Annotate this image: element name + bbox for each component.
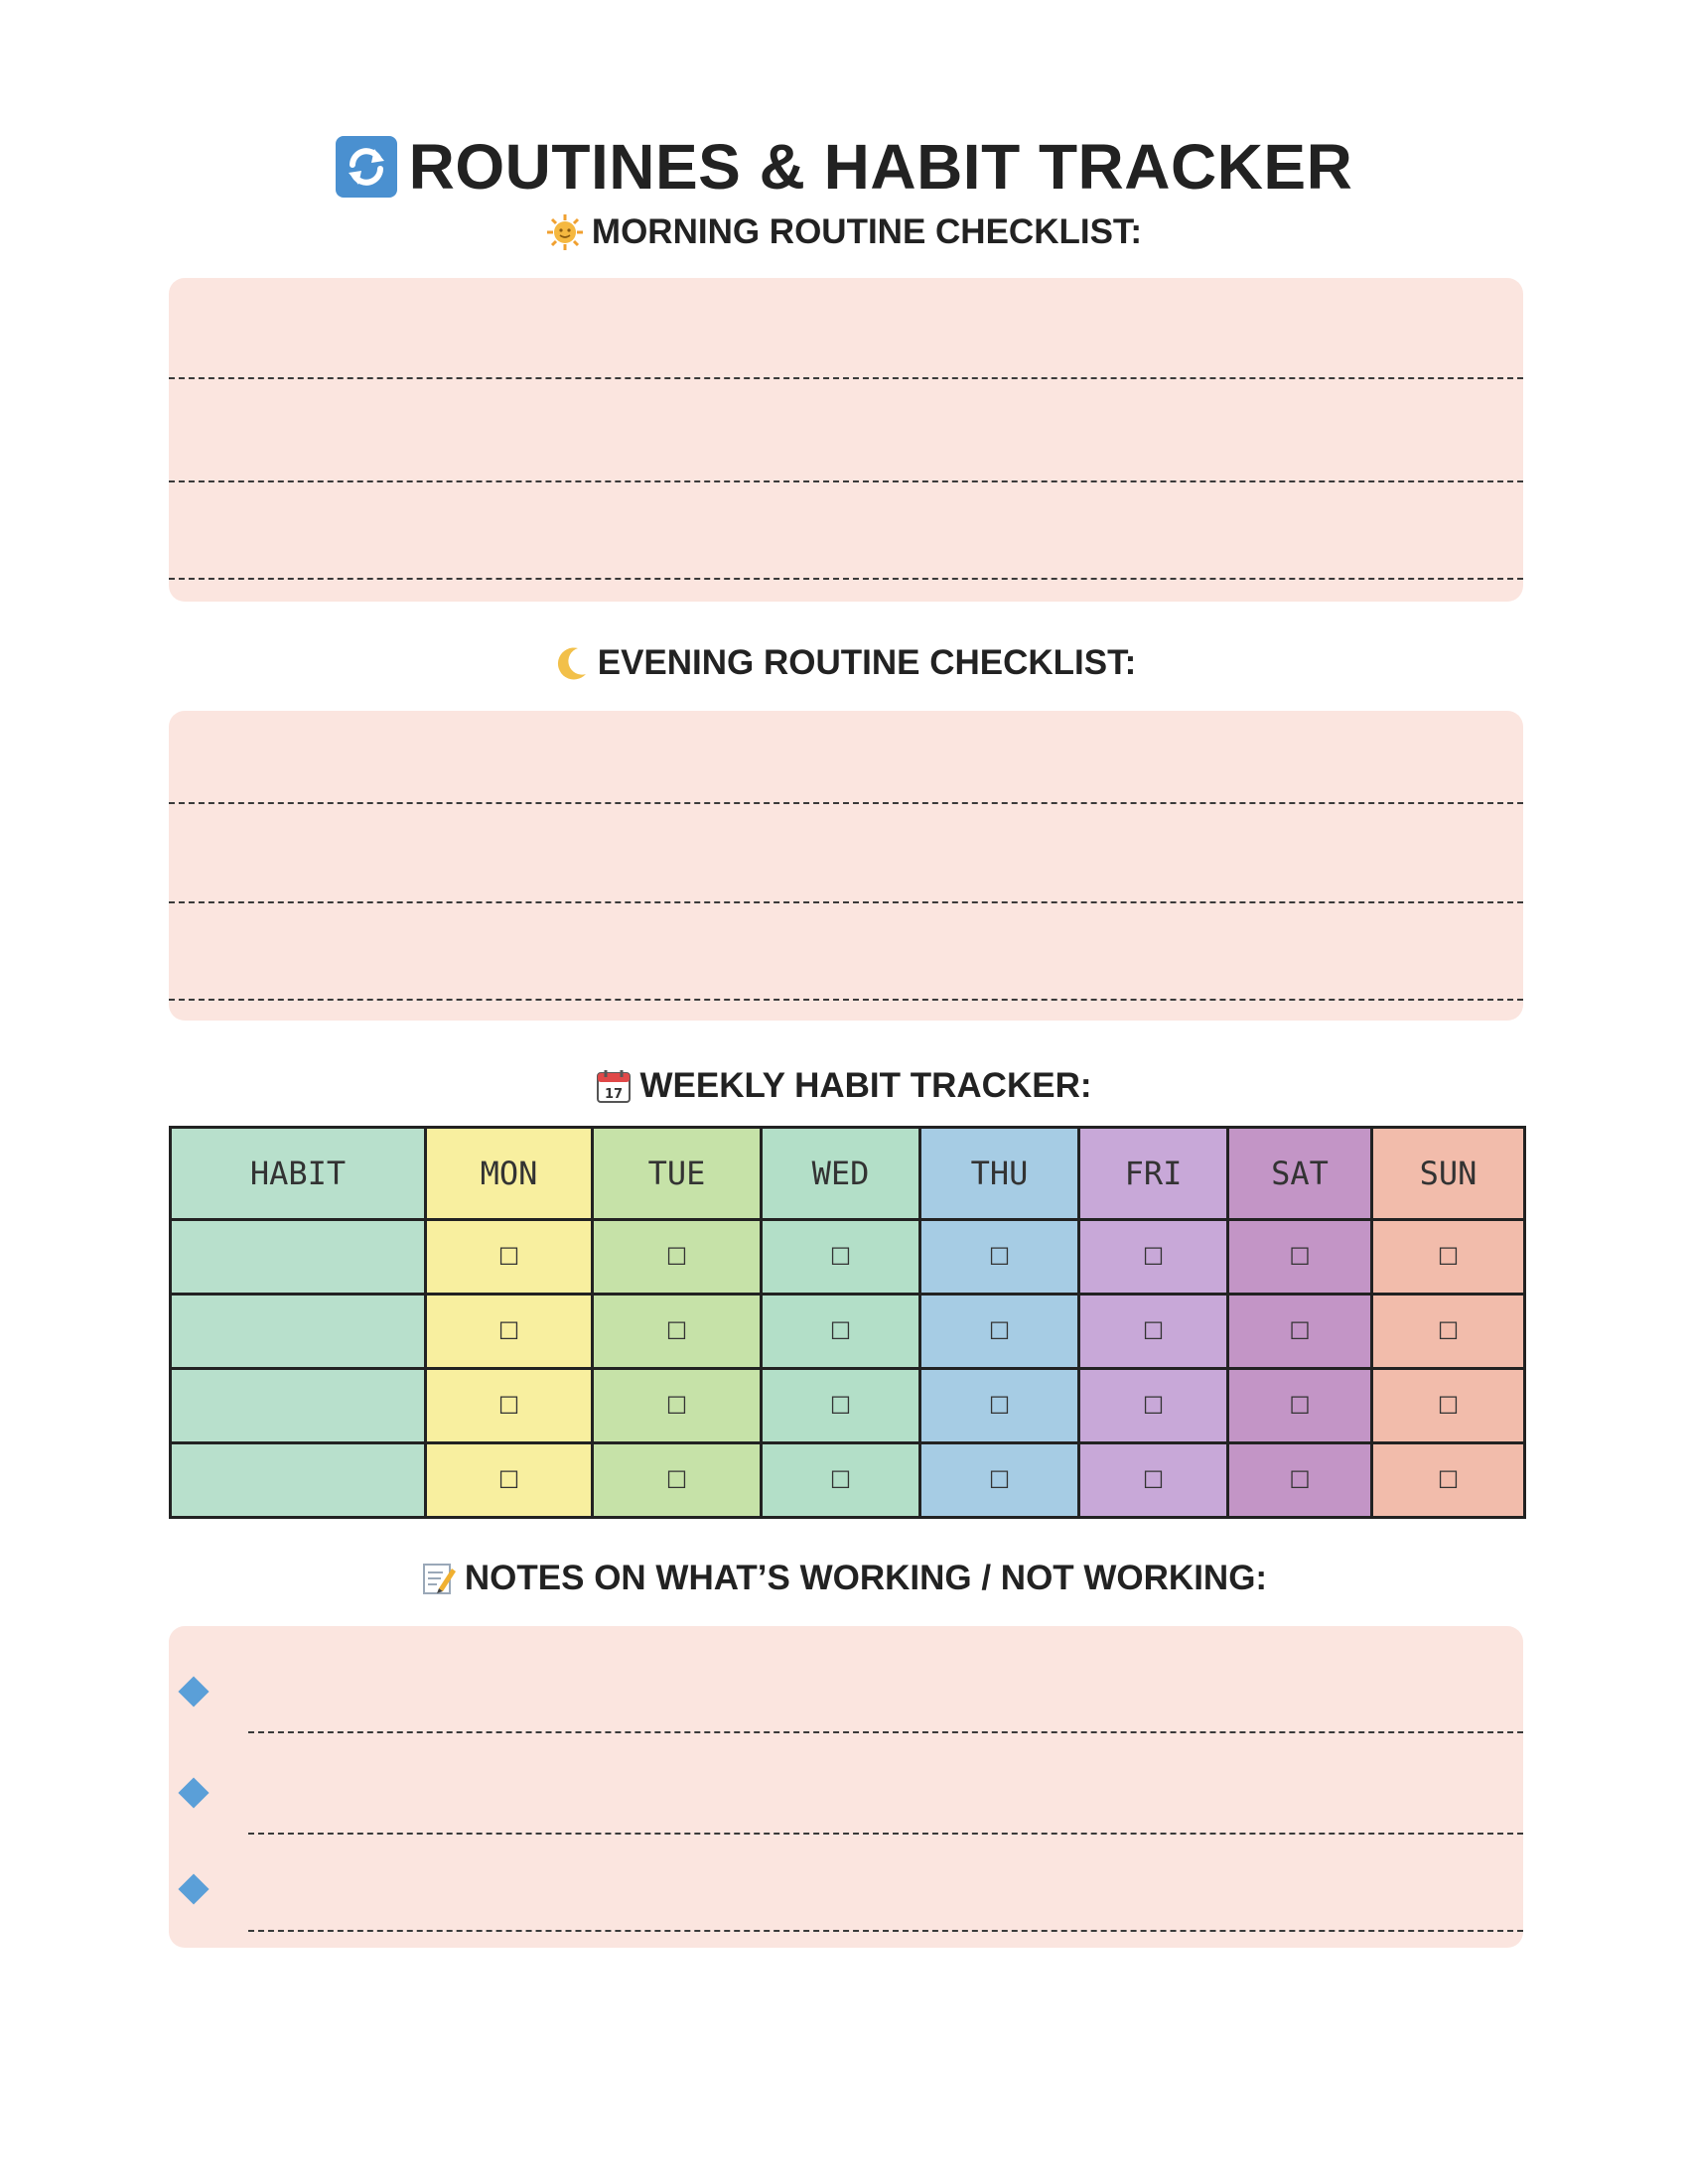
morning-heading-label: MORNING ROUTINE CHECKLIST:	[591, 212, 1143, 251]
checkbox-cell-wed[interactable]: ☐	[762, 1220, 920, 1295]
checkbox-cell-wed[interactable]: ☐	[762, 1295, 920, 1369]
checkbox-cell-tue[interactable]: ☐	[593, 1443, 762, 1518]
table-row	[171, 1220, 1525, 1295]
checkbox-cell-sat[interactable]: ☐	[1228, 1295, 1372, 1369]
header-sun: SUN	[1372, 1128, 1525, 1220]
habit-name-cell[interactable]	[171, 1369, 426, 1443]
header-mon: MON	[426, 1128, 593, 1220]
header-thu: THU	[920, 1128, 1079, 1220]
notes-line-2[interactable]	[248, 1833, 1523, 1835]
notes-heading-label: NOTES ON WHAT’S WORKING / NOT WORKING:	[464, 1559, 1268, 1597]
notes-panel	[169, 1626, 1523, 1948]
checkbox-cell-wed[interactable]: ☐	[762, 1443, 920, 1518]
checkbox-cell-mon[interactable]: ☐	[426, 1369, 593, 1443]
refresh-arrows-icon	[336, 136, 397, 198]
notes-line-1[interactable]	[248, 1731, 1523, 1733]
evening-checklist-panel[interactable]	[169, 711, 1523, 1021]
header-wed: WED	[762, 1128, 920, 1220]
table-row	[171, 1369, 1525, 1443]
svg-text:17: 17	[605, 1087, 624, 1102]
page-title	[0, 127, 1688, 206]
table-row	[171, 1443, 1525, 1518]
habit-name-cell[interactable]	[171, 1220, 426, 1295]
morning-heading	[0, 206, 1688, 258]
checkbox-cell-sun[interactable]: ☐	[1372, 1220, 1525, 1295]
calendar-icon	[596, 1068, 632, 1104]
checkbox-cell-thu[interactable]: ☐	[920, 1220, 1079, 1295]
morning-line-2[interactable]	[169, 480, 1523, 482]
checkbox-cell-thu[interactable]: ☐	[920, 1369, 1079, 1443]
checkbox-cell-fri[interactable]: ☐	[1079, 1443, 1228, 1518]
checkbox-cell-tue[interactable]: ☐	[593, 1220, 762, 1295]
header-fri: FRI	[1079, 1128, 1228, 1220]
weekly-heading	[0, 1060, 1688, 1112]
checkbox-cell-sat[interactable]: ☐	[1228, 1369, 1372, 1443]
morning-line-3[interactable]	[169, 578, 1523, 580]
habit-name-cell[interactable]	[171, 1443, 426, 1518]
checkbox-cell-thu[interactable]: ☐	[920, 1295, 1079, 1369]
header-habit: HABIT	[171, 1128, 426, 1220]
evening-line-3[interactable]	[169, 999, 1523, 1001]
checkbox-cell-tue[interactable]: ☐	[593, 1369, 762, 1443]
evening-line-1[interactable]	[169, 802, 1523, 804]
checkbox-cell-sat[interactable]: ☐	[1228, 1220, 1372, 1295]
checkbox-cell-sat[interactable]: ☐	[1228, 1443, 1372, 1518]
checkbox-cell-wed[interactable]: ☐	[762, 1369, 920, 1443]
checkbox-cell-mon[interactable]: ☐	[426, 1443, 593, 1518]
checkbox-cell-thu[interactable]: ☐	[920, 1443, 1079, 1518]
checkbox-cell-mon[interactable]: ☐	[426, 1220, 593, 1295]
notes-line-3[interactable]	[248, 1930, 1523, 1932]
notes-heading	[0, 1553, 1688, 1604]
evening-heading	[0, 637, 1688, 689]
checkbox-cell-fri[interactable]: ☐	[1079, 1369, 1228, 1443]
evening-line-2[interactable]	[169, 901, 1523, 903]
checkbox-cell-tue[interactable]: ☐	[593, 1295, 762, 1369]
checkbox-cell-fri[interactable]: ☐	[1079, 1220, 1228, 1295]
memo-pencil-icon	[421, 1561, 457, 1596]
header-tue: TUE	[593, 1128, 762, 1220]
checkbox-cell-sun[interactable]: ☐	[1372, 1295, 1525, 1369]
sun-face-icon	[546, 213, 584, 251]
checkbox-cell-mon[interactable]: ☐	[426, 1295, 593, 1369]
title-text: ROUTINES & HABIT TRACKER	[408, 131, 1353, 203]
checkbox-cell-fri[interactable]: ☐	[1079, 1295, 1228, 1369]
checkbox-cell-sun[interactable]: ☐	[1372, 1443, 1525, 1518]
weekly-heading-label: WEEKLY HABIT TRACKER:	[639, 1066, 1092, 1105]
evening-heading-label: EVENING ROUTINE CHECKLIST:	[597, 643, 1137, 682]
morning-line-1[interactable]	[169, 377, 1523, 379]
morning-checklist-panel[interactable]	[169, 278, 1523, 602]
header-sat: SAT	[1228, 1128, 1372, 1220]
habit-name-cell[interactable]	[171, 1295, 426, 1369]
table-header-row	[171, 1128, 1525, 1220]
crescent-moon-icon	[552, 644, 590, 682]
habit-tracker-table	[169, 1126, 1526, 1519]
checkbox-cell-sun[interactable]: ☐	[1372, 1369, 1525, 1443]
table-row	[171, 1295, 1525, 1369]
